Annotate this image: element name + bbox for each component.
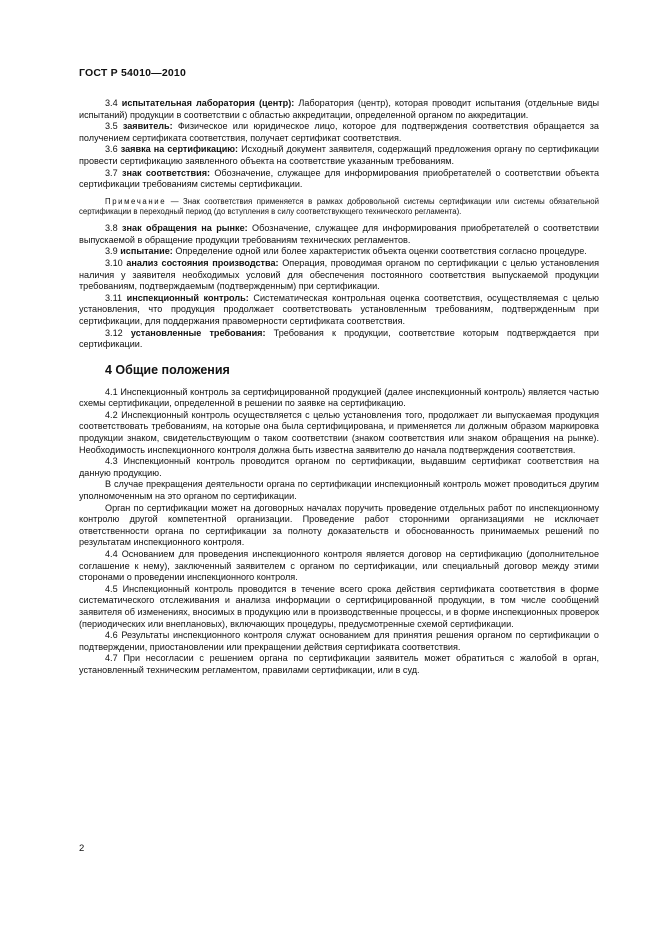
paragraph-4-6: 4.6 Результаты инспекционного контроля служат основанием для принятия решения органом по сертификации о подтверждении, приостановлении или прекращении действия сертификата соответствия. <box>79 630 599 652</box>
paragraph: В случае прекращения деятельности органа по сертификации инспекционный контроль может проводиться другим уполномоченным на это органом по сертификации. <box>79 479 599 502</box>
definition-3-4: 3.4 испытательная лаборатория (центр): Лаборатория (центр), которая проводит испытания (отдельные виды испытаний) продукции в соответствии с областью аккредитации, определенной органом по аккредитации. <box>79 98 600 120</box>
paragraph-4-7: 4.7 При несогласии с решением органа по сертификации заявитель может обратиться с жалобой в орган, установленный техническим регламентом, правилами сертификации, или в суд. <box>79 653 599 675</box>
paragraph-4-5: 4.5 Инспекционный контроль проводится в течение всего срока действия сертификата соответствия в форме систематического отслеживания и анализа информации о сертифицированной продукции, в том числе сообщений заявителя об изменениях, вносимых в продукцию или в производственные процессы, и в форме инспекционных проверок (периодических или внеплановых), включающих процедуры, предусмотренные схемой сертификации. <box>79 583 599 629</box>
definition-3-6: 3.6 заявка на сертификацию: Исходный документ заявителя, содержащий предложения органу по сертификации провести сертификацию заявленного объекта на соответствие указанным требованиям. <box>79 144 599 166</box>
definition-term: знак соответствия: <box>121 167 211 178</box>
definition-3-8: 3.8 знак обращения на рынке: Обозначение, служащее для информирования приобретателей о соответствии выпускаемой в обращение продукции требованиям технических регламентов. <box>79 223 600 245</box>
page-number: 2 <box>79 843 85 854</box>
paragraph-4-4: 4.4 Основанием для проведения инспекционного контроля является договор на сертификацию (дополнительное соглашение к нему), заключенный заявителем с органом по сертификации, или специальный договор между этими сторонами о проведении инспекционного контроля. <box>79 549 599 583</box>
definition-3-5: 3.5 заявитель: Физическое или юридическое лицо, которое для подтверждения соответствия обращается за получением сертификата соответствия, получает сертификат соответствия. <box>79 121 599 143</box>
definition-3-9: 3.9 испытание: Определение одной или более характеристик объекта оценки соответствия согласно процедуре. <box>105 246 587 257</box>
paragraph-4-2: 4.2 Инспекционный контроль осуществляется с целью установления того, продолжает ли выпускаемая продукция соответствовать требованиям, на которые она была сертифицирована, и применяется ли должным образом маркировка продукции знаком, свидетельствующим о таком соответствии (знаком соответствия или знаком обращения на рынке). Необходимость инспекционного контроля должна быть известна заявителю до начала подтверждения соответствия. <box>79 409 599 455</box>
definition-term: инспекционный контроль: <box>126 292 249 303</box>
definition-term: испытательная лаборатория (центр): <box>121 98 295 108</box>
definition-3-11: 3.11 инспекционный контроль: Систематическая контрольная оценка соответствия, осуществляемая с целью установления, что продукция продолжает соответствовать установленным требованиям, подтвержденным при сертификации, для поддержания правомерности сертификата соответствия. <box>79 292 600 326</box>
definition-term: заявка на сертификацию: <box>120 144 239 155</box>
document-header: ГОСТ Р 54010—2010 <box>79 67 187 79</box>
definition-term: испытание: <box>120 246 173 257</box>
definition-3-7: 3.7 знак соответствия: Обозначение, служащее для информирования приобретателей о соответствии объекта сертификации требованиям системы сертификации. <box>79 167 600 190</box>
document-body <box>79 98 599 677</box>
paragraph-4-3: 4.3 Инспекционный контроль проводится органом по сертификации, выдавшим сертификат соответствия на данную продукцию. <box>79 456 599 478</box>
paragraph-4-1: 4.1 Инспекционный контроль за сертифицированной продукцией (далее инспекционный контроль) является частью схемы сертификации, определенной в решении по заявке на сертификацию. <box>79 386 599 409</box>
note-label: Примечание <box>105 196 167 206</box>
definition-3-12: 3.12 установленные требования: Требования к продукции, соответствие которым подтверждается при сертификации. <box>79 327 600 350</box>
definition-term: установленные требования: <box>130 327 266 338</box>
paragraph: Орган по сертификации может на договорных началах поручить проведение отдельных работ по инспекционному контролю другой компетентной организации. Проведение работ сторонними организациями не исключает ответственности органа по сертификации за полноту доказательств и обоснованность принимаемых решений по результатам инспекционного контроля. <box>79 502 599 548</box>
section-title: 4 Общие положения <box>105 362 230 377</box>
definition-term: анализ состояния производства: <box>126 257 279 268</box>
note <box>79 197 599 217</box>
definition-term: знак обращения на рынке: <box>122 223 248 234</box>
note-text: — Знак соответствия применяется в рамках добровольной системы сертификации или системы обязательной сертификации в переходный период (до вступления в силу соответствующего технического регламента). <box>79 196 599 216</box>
definition-3-10: 3.10 анализ состояния производства: Операция, проводимая органом по сертификации с целью установления наличия у заявителя необходимых условий для обеспечения постоянного соответствия выпускаемой продукции требованиям, подтверждаемым (подтвержденным) при сертификации. <box>79 257 600 292</box>
definition-term: заявитель: <box>122 121 173 132</box>
